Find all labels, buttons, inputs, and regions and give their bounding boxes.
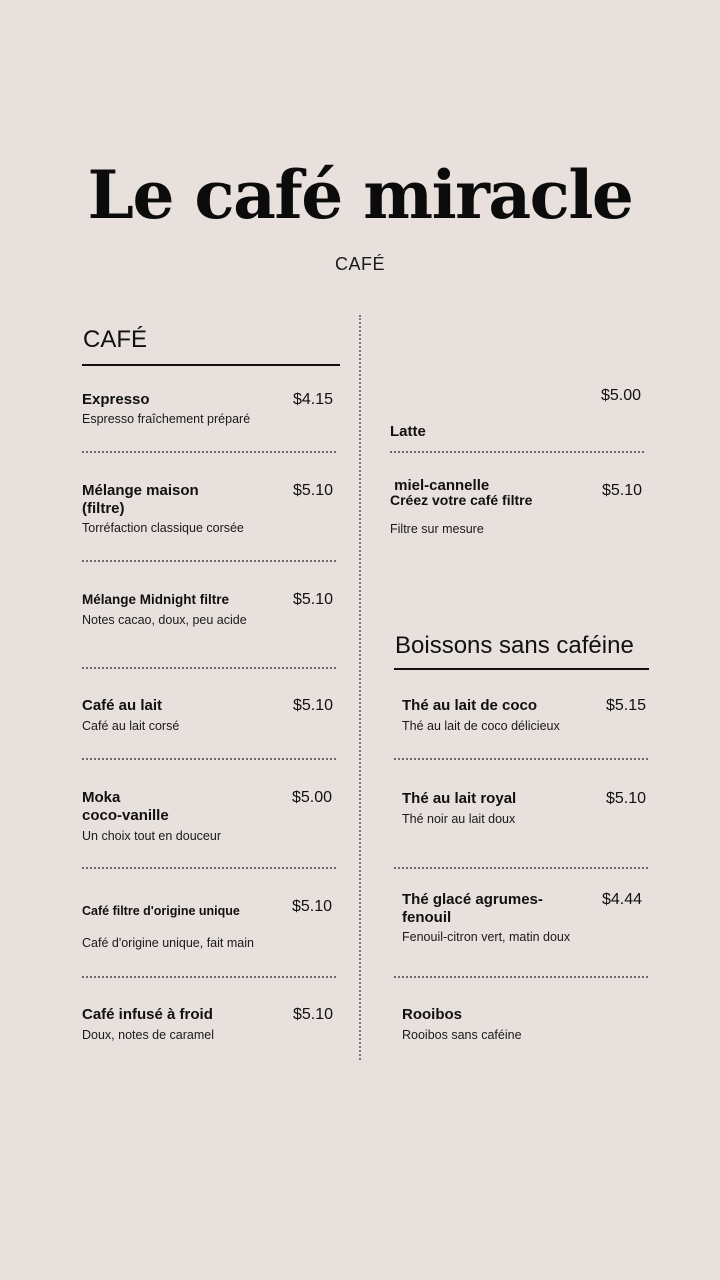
item-description: Espresso fraîchement préparé [82, 412, 251, 426]
item-name: Latte miel-cannelle [390, 423, 490, 494]
dotted-separator [82, 867, 336, 869]
item-description: Fenouil-citron vert, matin doux [402, 930, 571, 944]
item-price: $5.10 [293, 1006, 334, 1023]
dotted-separator [82, 451, 336, 453]
item-name: Thé au lait de coco [402, 697, 538, 714]
item-price: $4.15 [293, 391, 334, 408]
item-price: $5.00 [601, 387, 642, 404]
item-name: Rooibos [402, 1006, 462, 1023]
item-description: Notes cacao, doux, peu acide [82, 613, 247, 627]
dotted-separator [394, 758, 648, 760]
item-price: $5.10 [293, 482, 334, 499]
item-price: $5.15 [606, 697, 647, 714]
item-description: Doux, notes de caramel [82, 1028, 215, 1042]
dotted-separator [82, 560, 336, 562]
item-name: Café filtre d'origine unique [82, 904, 240, 918]
item-name: Thé glacé agrumes- fenouil [402, 891, 543, 926]
menu-title: Le café miracle [87, 156, 633, 234]
item-description: Filtre sur mesure [390, 522, 484, 536]
menu-subtitle: CAFÉ [334, 254, 385, 274]
item-price: $5.10 [292, 898, 333, 915]
item-price: $5.10 [606, 790, 647, 807]
item-description: Café au lait corsé [82, 719, 180, 733]
item-price: $5.10 [602, 482, 643, 499]
item-name: Créez votre café filtre [390, 492, 533, 508]
dotted-separator [82, 976, 336, 978]
section-rule [394, 668, 649, 670]
section-rule [82, 364, 340, 366]
item-description: Un choix tout en douceur [82, 829, 221, 843]
item-price: $5.00 [292, 789, 333, 806]
section-title-boissons-sans-cafeine: Boissons sans caféine [395, 632, 634, 659]
item-name: Expresso [82, 391, 150, 408]
item-description: Thé noir au lait doux [402, 812, 516, 826]
dotted-separator [82, 667, 336, 669]
item-name: Mélange Midnight filtre [82, 592, 229, 607]
item-description: Rooibos sans caféine [402, 1028, 522, 1042]
item-name: Mélange maison (filtre) [82, 482, 199, 517]
section-title-cafe: CAFÉ [83, 326, 148, 353]
item-price: $4.44 [602, 891, 643, 908]
item-name: Café au lait [82, 697, 163, 714]
item-price: $5.10 [293, 697, 334, 714]
item-description: Café d'origine unique, fait main [82, 936, 254, 950]
item-name: Café infusé à froid [82, 1006, 213, 1023]
item-price: $5.10 [293, 591, 334, 608]
item-description: Torréfaction classique corsée [82, 521, 244, 535]
dotted-separator [82, 758, 336, 760]
item-description: Thé au lait de coco délicieux [402, 719, 560, 733]
column-divider [359, 315, 361, 1060]
dotted-separator [394, 867, 648, 869]
dotted-separator [394, 976, 648, 978]
item-name: Moka coco-vanille [82, 789, 169, 824]
item-name: Thé au lait royal [402, 790, 517, 807]
dotted-separator [390, 451, 644, 453]
